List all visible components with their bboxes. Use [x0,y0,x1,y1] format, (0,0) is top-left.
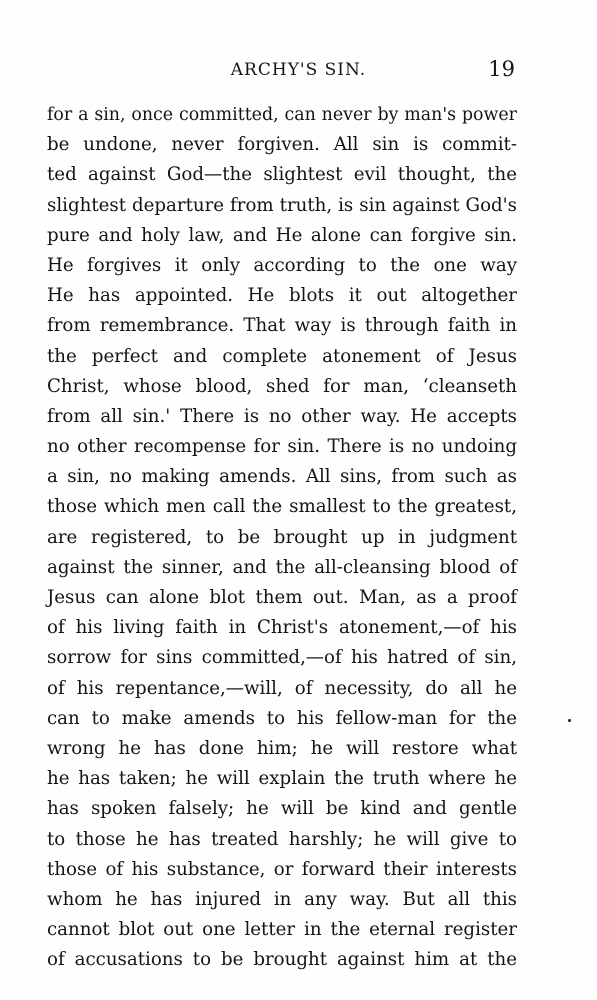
text-line: a sin, no making amends. All sins, from such as [47,466,517,488]
text-line: Jesus can alone blot them out. Man, as a proof [47,587,517,608]
text-line: are registered, to be brought up in judgment [47,526,517,548]
text-line: those of his substance, or forward their interests [47,858,517,880]
text-line: for a sin, once committed, can never by man's power [47,105,517,125]
body-text [47,100,517,975]
text-line: from all sin.' There is no other way. He accepts [47,405,517,427]
text-line: he has taken; he will explain the truth where he [47,768,517,790]
text-line: whom he has injured in any way. But all this [47,888,517,910]
text-line: can to make amends to his fellow-man for the [47,707,517,729]
text-line: Christ, whose blood, shed for man, ‘cleanseth [47,375,517,397]
text-line: slightest departure from truth, is sin against God's [47,194,517,216]
text-line: be undone, never forgiven. All sin is commit- [47,134,517,156]
running-title: ARCHY'S SIN. [230,60,367,80]
text-line: wrong he has done him; he will restore what [47,737,517,759]
text-line: of his living faith in Christ's atonement,—of his [47,617,517,639]
text-line: those which men call the smallest to the greatest, [47,496,517,518]
text-line: cannot blot out one letter in the eternal register [47,919,517,941]
text-line: He forgives it only according to the one way [47,254,517,276]
text-line: of his repentance,—will, of necessity, do all he [47,677,517,699]
text-line: He has appointed. He blots it out altogether [47,285,517,307]
text-line: no other recompense for sin. There is no undoing [47,436,517,458]
text-line: of accusations to be brought against him at the [47,949,517,971]
text-line: to those he has treated harshly; he will give to [47,828,517,850]
text-line: from remembrance. That way is through faith in [47,315,517,337]
text-line: has spoken falsely; he will be kind and gentle [47,798,517,820]
text-line: against the sinner, and the all-cleansing blood of [47,556,517,578]
text-line: the perfect and complete atonement of Jesus [47,345,517,367]
page-number: 19 [488,57,515,81]
text-line: pure and holy law, and He alone can forgive sin. [47,224,517,246]
text-line: sorrow for sins committed,—of his hatred of sin, [47,647,517,669]
text-line: ted against God—the slightest evil thought, the [47,164,517,186]
ink-speck [568,719,571,722]
